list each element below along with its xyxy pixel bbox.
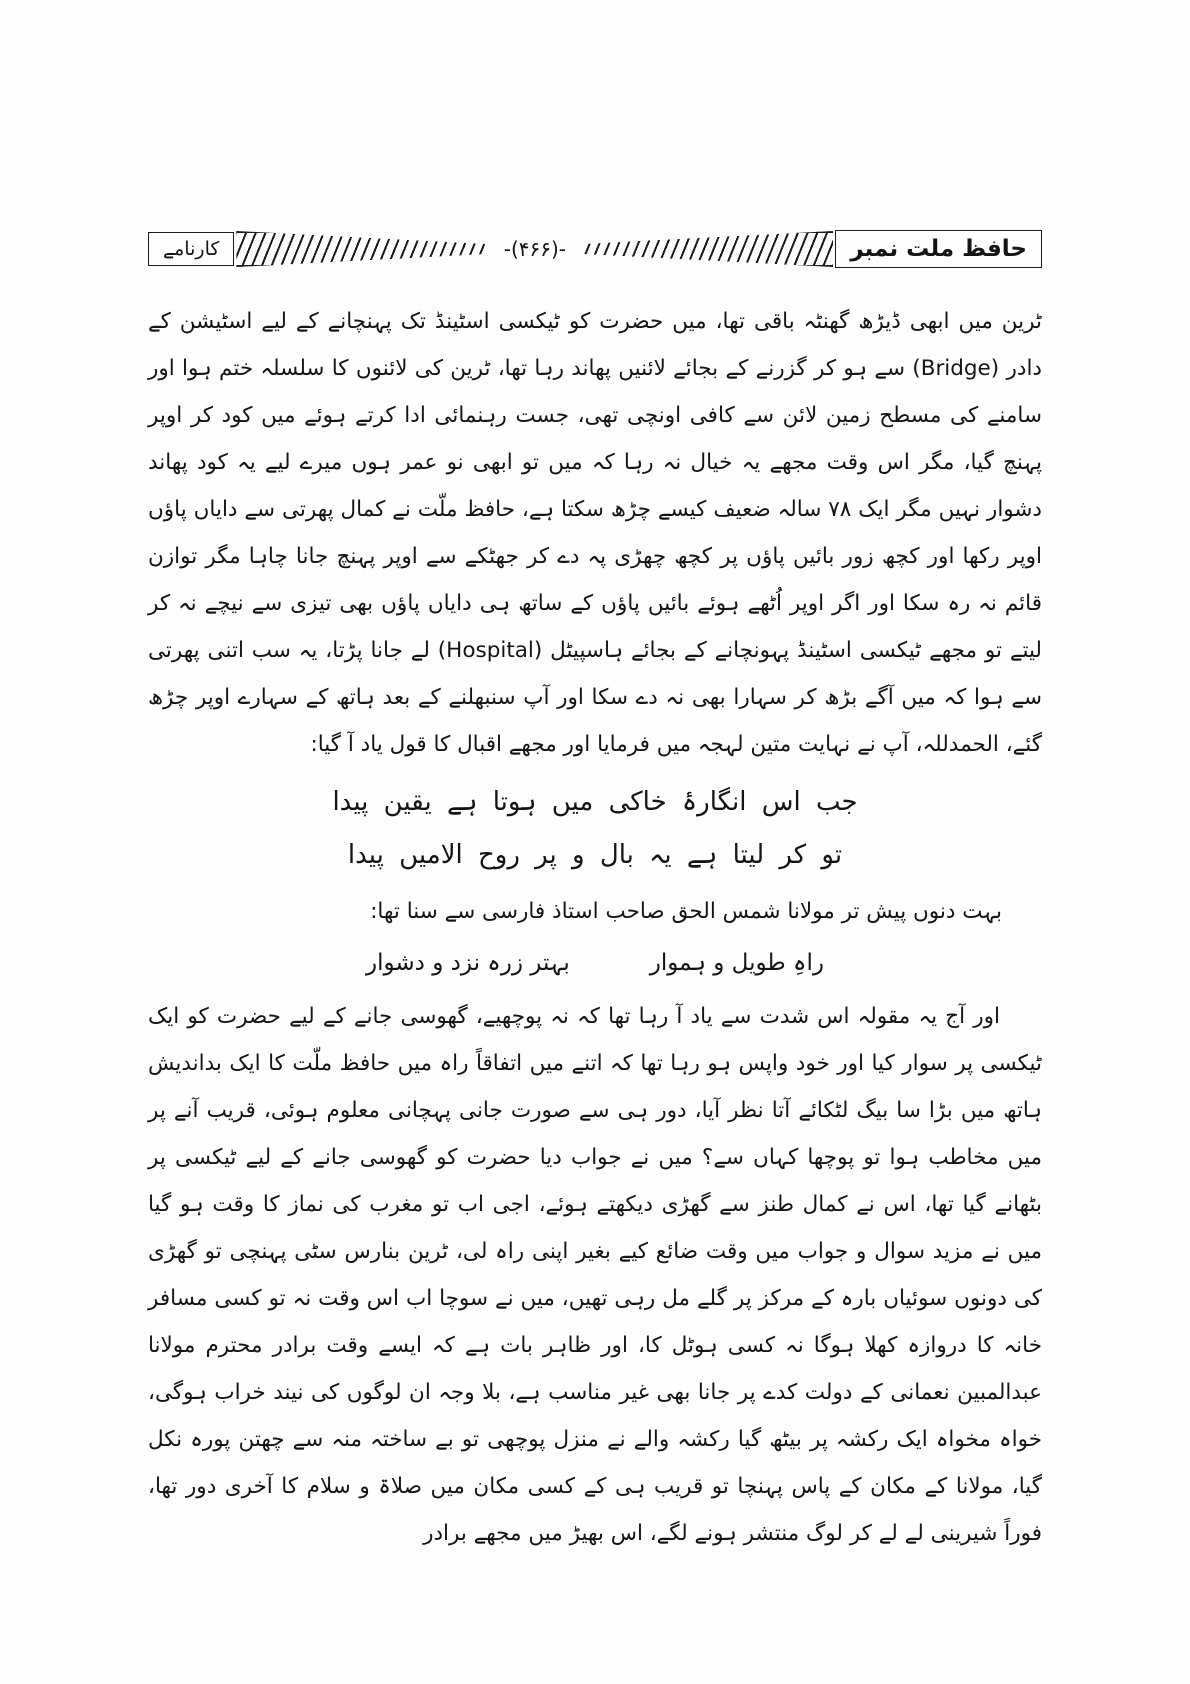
verse-line-2: تو کر لیتا ہے یہ بال و پر روح الامیں پیدا xyxy=(347,840,843,870)
proverb-hemistich-1: راہِ طویل و ہموار xyxy=(649,950,824,976)
paragraph-1: ٹرین میں ابھی ڈیڑھ گھنٹہ باقی تھا، میں حضرت کو ٹیکسی اسٹینڈ تک پہنچانے کے لیے اسٹیشن کے دادر (Bridge) سے ہو کر گزرنے کے بجائے لائنیں پھاند رہا تھا، ٹرین کی لائنوں کا سلسلہ ختم ہوا اور سامنے کی مسطح زمین لائن سے کافی اونچی تھی، جست رہنمائی ادا کرتے ہوئے میں کود کر اوپر پہنچ گیا، مگر اس وقت مجھے یہ خیال نہ رہا کہ میں تو ابھی نو عمر ہوں میرے لیے یہ کود پھاند دشوار نہیں مگر ایک ۷۸ سالہ ضعیف کیسے چڑھ سکتا ہے، حافظ ملّت نے کمال پھرتی سے دایاں پاؤں اوپر رکھا اور کچھ زور بائیں پاؤں پر کچھ چھڑی پہ دے کر جھٹکے سے اوپر پہنچ جانا چاہا مگر توازن قائم نہ رہ سکا اور اگر اوپر اُٹھے ہوئے بائیں پاؤں کے ساتھ ہی دایاں پاؤں بھی تیزی سے نیچے نہ کر لیتے تو مجھے ٹیکسی اسٹینڈ پہونچانے کے بجائے ہاسپیٹل (Hospital) لے جانا پڑتا، یہ سب اتنی پھرتی سے ہوا کہ میں آگے بڑھ کر سہارا بھی نہ دے سکا اور آپ سنبھلنے کے بعد ہاتھ کے سہارے اوپر چڑھ گئے، الحمدللہ، آپ نے نہایت متین لہجہ میں فرمایا اور مجھے اقبال کا قول یاد آ گیا: xyxy=(148,309,1042,757)
decorative-hatch-rule-right xyxy=(584,231,833,267)
proverb-hemistich-2: بہتر زرہ نزد و دشوار xyxy=(366,950,570,976)
decorative-hatch-rule-left xyxy=(236,231,485,267)
body-text-area xyxy=(148,298,1042,1557)
book-title-box: حافظ ملت نمبر xyxy=(835,230,1042,268)
verse-line-1: جب اس انگارۂ خاکی میں ہوتا ہے یقین پیدا xyxy=(332,787,858,817)
section-title-box: کارنامے xyxy=(148,232,234,266)
persian-proverb-line xyxy=(148,937,1042,989)
verse-intro-line: بہت دنوں پیش تر مولانا شمس الحق صاحب استاذ فارسی سے سنا تھا: xyxy=(370,899,1002,924)
page-content-column xyxy=(148,224,1042,1557)
iqbal-couplet xyxy=(148,776,1042,882)
page-header xyxy=(148,224,1042,274)
page-number: -(۴۶۶)- xyxy=(503,237,567,261)
paragraph-2: اور آج یہ مقولہ اس شدت سے یاد آ رہا تھا کہ نہ پوچھیے، گھوسی جانے کے لیے حضرت کو ایک ٹیکسی پر سوار کیا اور خود واپس ہو رہا تھا کہ اتنے میں اتفاقاً راہ میں حافظ ملّت کا ایک بداندیش ہاتھ میں بڑا سا بیگ لٹکائے آتا نظر آیا، دور ہی سے صورت جانی پہچانی معلوم ہوئی، قریب آنے پر میں مخاطب ہوا تو پوچھا کہاں سے؟ میں نے جواب دیا حضرت کو گھوسی جانے کے لیے ٹیکسی پر بٹھانے گیا تھا، اس نے کمال طنز سے گھڑی دیکھتے ہوئے، اجی اب تو مغرب کی نماز کا وقت ہو گیا میں نے مزید سوال و جواب میں وقت ضائع کیے بغیر اپنی راہ لی، ٹرین بنارس سٹی پہنچی تو گھڑی کی دونوں سوئیاں بارہ کے مرکز پر گلے مل رہی تھیں، میں نے سوچا اب اس وقت نہ تو کسی مسافر خانہ کا دروازہ کھلا ہوگا نہ کسی ہوٹل کا، اور ظاہر بات ہے کہ ایسے وقت برادر محترم مولانا عبدالمبین نعمانی کے دولت کدے پر جانا بھی غیر مناسب ہے، بلا وجہ ان لوگوں کی نیند خراب ہوگی، خواہ مخواہ ایک رکشہ پر بیٹھ گیا رکشہ والے نے منزل پوچھی تو بے ساختہ منہ سے چھتن پورہ نکل گیا، مولانا کے مکان کے پاس پہنچا تو قریب ہی کے کسی مکان میں صلاۃ و سلام کا آخری دور تھا، فوراً شیرینی لے لے کر لوگ منتشر ہونے لگے، اس بھیڑ میں مجھے برادر xyxy=(148,1004,1042,1546)
